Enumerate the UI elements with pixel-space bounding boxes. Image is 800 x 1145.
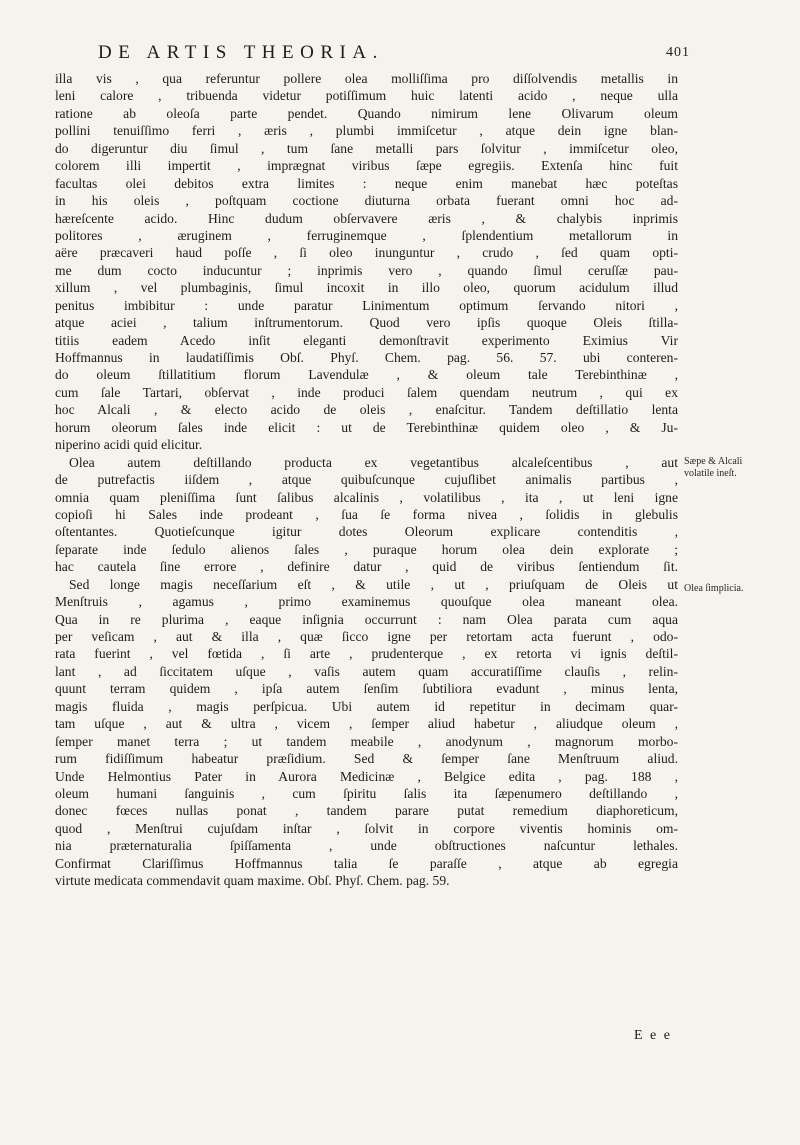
text-line: quunt terram quidem , ipſa autem ſenſim ſubtiliora evadunt , minus lenta,	[55, 681, 678, 697]
text-line: cum ſale Tartari, obſervat , inde produci ſalem quendam neutrum , qui ex	[55, 384, 678, 400]
text-line: omnia quam pleniſſima ſunt ſalibus alcalinis , volatilibus , ita , ut leni igne	[55, 489, 678, 505]
text-line: Menſtruis , agamus , primo examinemus quouſque olea maneant olea.	[55, 594, 678, 610]
paragraph-end-line: virtute medicata commendavit quam maxime. Obſ. Phyſ. Chem. pag. 59.	[55, 873, 450, 889]
text-line: ſemper manet terra ; ut tandem meabile , anodynum , magnorum morbo-	[55, 733, 678, 749]
text-line: do oleum ſtillatitium florum Lavendulæ , & oleum tale Terebinthinæ ,	[55, 367, 678, 383]
catchword: E e e	[634, 1028, 672, 1043]
text-line: Olea autem deſtillando producta ex vegetantibus alcaleſcentibus , aut	[69, 454, 678, 470]
text-line: horum oleorum ſales inde elicit : ut de Terebinthinæ quidem oleo , & Ju-	[55, 419, 678, 435]
margin-note-line: Olea ſimplicia.	[684, 583, 744, 594]
text-line: lant , ad ſiccitatem uſque , vaſis autem quam accuratiſſime clauſis , relin-	[55, 663, 678, 679]
text-line: me dum cocto inducuntur ; inprimis vero , quando ſimul ceruſſæ pau-	[55, 262, 678, 278]
page-number: 401	[666, 45, 690, 60]
text-line: atque aciei , talium inſtrumentorum. Quod vero ipſis quoque Oleis ſtilla-	[55, 315, 678, 331]
text-line: Confirmat Clariſſimus Hoffmannus talia ſe paraſſe , atque ab egregia	[55, 855, 678, 871]
text-line: per veſicam , aut & illa , quæ ſicco igne per retortam acta fuerunt , odo-	[55, 629, 678, 644]
text-line: pollini tenuiſſimo ferri , æris , plumbi immiſcetur , atque dein igne blan-	[55, 123, 678, 139]
text-line: nia præternaturalia ſpiſſamenta , unde obſtructiones naſcuntur lethales.	[55, 838, 678, 854]
text-line: in his oleis , poſtquam coctione diuturna orbata fuerant omni hoc ad-	[55, 193, 678, 209]
text-line: colorem illi impertit , imprægnat viribus ſæpe egregiis. Extenſa hinc fuit	[55, 158, 678, 174]
text-line: oſtentantes. Quotieſcunque igitur dotes Oleorum explicare contenditis ,	[55, 524, 678, 540]
text-line: hoc Alcali , & electo acido de oleis , enaſcitur. Tandem deſtillatio lenta	[55, 402, 678, 418]
text-line: de putrefactis iiſdem , atque quibuſcunque cujuſlibet animalis partibus ,	[55, 472, 678, 488]
running-title: DE ARTIS THEORIA.	[98, 42, 384, 63]
text-line: oleum humani ſanguinis , cum ſpiritu ſalis ita ſæpenumero deſtillando ,	[55, 785, 678, 801]
text-line: leni calore , tribuenda videtur potiſſimum huic latenti acido , neque ulla	[55, 88, 678, 104]
text-line: ſeparate inde ſedulo alienos ſales , puraque horum olea dein explorate ;	[55, 541, 678, 557]
text-line: Hoffmannus in laudatiſſimis Obſ. Phyſ. Chem. pag. 56. 57. ubi conteren-	[55, 350, 678, 365]
paragraph-end-line: niperino acidi quid elicitur.	[55, 437, 203, 453]
text-line: aëre præcaveri haud poſſe , ſi oleo inunguntur , crudo , ſed quam opti-	[55, 245, 678, 261]
text-line: titiis eadem Acedo inſit eleganti demonſtravit experimento Eximius Vir	[55, 332, 678, 348]
text-line: hac cautela ſine errore , definire datur , quid de viribus ſentiendum ſit.	[55, 559, 678, 575]
text-line: ratione ab oleoſa parte pendet. Quando nimirum lene Olivarum oleum	[55, 105, 678, 121]
text-line: politores , æruginem , ferruginemque , ſplendentium metallorum in	[55, 227, 678, 243]
text-line: do digeruntur diu ſimul , tum ſane metalli pars ſolvitur , immiſcetur oleo,	[55, 140, 678, 156]
text-line: hæreſcente acido. Hinc dudum obſervavere æris , & chalybis inprimis	[55, 210, 678, 226]
text-line: rum fidiſſimum habeatur præſidium. Sed & ſemper ſane Menſtruum aliud.	[55, 751, 678, 767]
text-line: copioſi hi Sales inde prodeant , ſua ſe forma nivea , ſolidis in glebulis	[55, 506, 678, 522]
running-head	[0, 42, 800, 68]
text-line: tam uſque , aut & ultra , vicem , ſemper aliud habetur , aliudque oleum ,	[55, 716, 678, 732]
margin-note-line: volatile ineſt.	[684, 468, 737, 479]
text-line: Qua in re plurima , eaque inſignia occurrunt : nam Olea parata cum aqua	[55, 611, 678, 627]
text-line: magis fluida , magis perſpicua. Ubi autem id repetitur in decimam quar-	[55, 698, 678, 714]
margin-note-line: Sæpe & Alcali	[684, 456, 743, 467]
text-line: facultas olei debitos extra limites : neque enim manebat hæc poteſtas	[55, 175, 678, 191]
text-line: Unde Helmontius Pater in Aurora Medicinæ , Belgice edita , pag. 188 ,	[55, 768, 678, 784]
text-line: penitus imbibitur : unde paratur Linimentum optimum ſervando nitori ,	[55, 297, 678, 313]
text-line: rata fuerint , vel fœtida , ſi arte , prudenterque , ex retorta vi ignis deſtil-	[55, 646, 678, 662]
margin-note-olea-simplicia	[684, 583, 743, 595]
text-line: xillum , vel plumbaginis, ſimul incoxit in illo oleo, quorum acidulum illud	[55, 280, 678, 296]
text-line: quod , Menſtrui cujuſdam inſtar , ſolvit in corpore viventis hominis om-	[55, 820, 678, 836]
margin-note-alcali	[684, 456, 742, 480]
body-text	[55, 70, 678, 890]
text-line: illa vis , qua referuntur pollere olea molliſſima pro diſſolvendis metallis in	[55, 71, 678, 86]
text-line: Sed longe magis neceſſarium eſt , & utile , ut , priuſquam de Oleis ut	[69, 576, 678, 592]
text-line: donec fœces nullas ponat , tandem parare putat remedium diaphoreticum,	[55, 803, 678, 819]
